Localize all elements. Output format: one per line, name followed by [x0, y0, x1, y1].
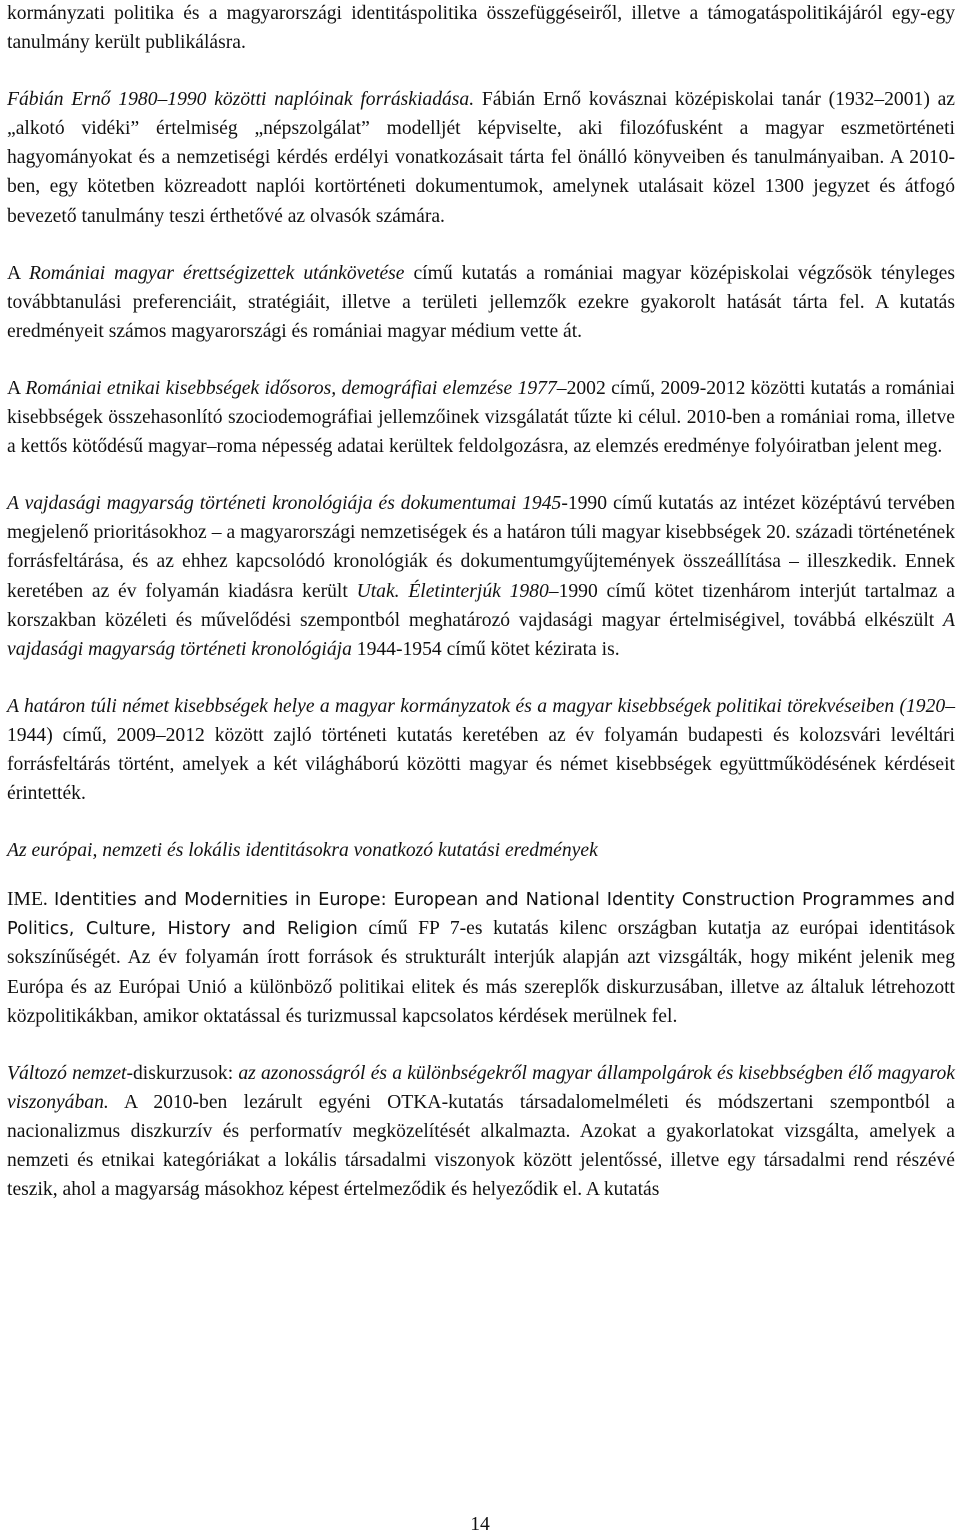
paragraph-vajdasagi-kronologia	[7, 489, 955, 664]
text-run: –2002 című, 2009-2012 közötti kutatás a romániai kisebbségek összehasonlító szociodemográfiai jellemzőinek vizsgálatát tűzte ki célul. 2010-ben a romániai roma, illetve a kettős kötődésű magyar–roma népesség adatai kerültek feldolgozásra, az elemzés eredménye folyóiratban jelent meg.	[7, 377, 955, 458]
italic-text-run: A határon túli német kisebbségek helye a magyar kormányzatok és a magyar kisebbségek politikai törekvéseiben (1920	[7, 695, 946, 717]
paragraph-nemet-kisebbsegek	[7, 692, 955, 808]
text-run: kormányzati politika és a magyarországi identitáspolitika összefüggéseiről, illetve a támogatáspolitikájáról egy-egy tanulmány került publikálásra.	[7, 3, 955, 54]
italic-text-run: A vajdasági magyarság történeti kronológiája és dokumentumai 1945	[7, 493, 562, 515]
text-run: A	[7, 377, 26, 399]
italic-text-run: Utak. Életinterjúk 1980	[356, 580, 549, 602]
section-heading-europai-identitasok	[7, 836, 955, 865]
italic-text-run: A vajdasági magyarság történeti kronológiája	[7, 609, 955, 660]
italic-text-run: Fábián Ernő 1980–1990 közötti naplóinak forráskiadása.	[7, 89, 475, 111]
text-run: IME.	[7, 889, 55, 911]
project-title-run: Identities and Modernities in Europe: European and National Identity Construction Programmes and Politics, Culture, History and Religion	[7, 889, 955, 940]
italic-text-run: az azonosságról és a különbségekről magyar állampolgárok és kisebbségben élő magyarok viszonyában.	[7, 1062, 955, 1113]
paragraph-romaniai-erettsegizettek	[7, 259, 955, 346]
document-page	[7, 0, 955, 1232]
paragraph-etnikai-kisebbsegek	[7, 374, 955, 461]
text-run: című kutatás a romániai magyar középiskolai végzősök tényleges továbbtanulási preferenciáit, stratégiáit, illetve a területi jellemzők ezekre gyakorolt hatását tárta fel. A kutatás eredményeit számos magyarországi és romániai magyar médium vette át.	[7, 262, 956, 342]
italic-text-run: Változó nemzet	[7, 1062, 127, 1084]
text-run: 1944-1954 című kötet kézirata is.	[351, 638, 620, 660]
text-run: -diskurzusok:	[126, 1062, 239, 1084]
paragraph-fabian-erno	[7, 85, 955, 230]
paragraph-valtozo-nemzet	[7, 1059, 955, 1204]
italic-text-run: Az európai, nemzeti és lokális identitásokra vonatkozó kutatási eredmények	[7, 840, 598, 862]
text-run: című FP 7-es kutatás kilenc országban kutatja az európai identitások sokszínűségét. Az év folyamán írott források és strukturált interjúk alapján azt vizsgálták, hogy miként jelenik meg Európa és az Európai Unió a különböző politikai elitek és más szereplők diskurzusában, illetve az általuk létrehozott közpolitikákban, amikor oktatással és turizmussal kapcsolatos kérdések merülnek fel.	[7, 918, 955, 1027]
page-number: 14	[470, 1514, 490, 1535]
paragraph-ime	[7, 885, 955, 1030]
text-run: A 2010-ben lezárult egyéni OTKA-kutatás társadalomelméleti és módszertani szempontból a nacionalizmus diszkurzív és performatív megközelítését alkalmazta. Azokat a gyakorlatokat vizsgálta, amelyek a nemzeti és etnikai kategóriákat a lokális társadalmi viszonyok között jelentőssé, illetve egy társadalmi rend részévé teszik, ahol a magyarság másokhoz képest értelmeződik és helyeződik el. A kutatás	[7, 1091, 955, 1201]
text-run: -1990 című kutatás az intézet középtávú tervében megjelenő prioritásokhoz – a magyarországi nemzetiségek és a határon túli magyar kisebbségek 20. századi történetének forrásfeltárása, és az ehhez kapcsolódó kronológiák és dokumentumgyűjtemények összeállítása – illeszkedik. Ennek keretében az év folyamán kiadásra került	[7, 493, 955, 602]
paragraph-identity-policy	[7, 0, 955, 57]
text-run: Fábián Ernő kovásznai középiskolai tanár (1932–2001) az „alkotó vidéki” értelmiség „népszolgálat” modelljét képviselte, aki filozófusként a magyar eszmetörténeti hagyományokat és a nemzetiségi kérdés erdélyi vonatkozásait tárta fel önálló könyveiben és tanulmányaiban. A 2010-ben, egy kötetben közreadott naplói kortörténeti dokumentumok, amelynek utalásait közel 1300 jegyzet és átfogó bevezető tanulmány teszi érthetővé az olvasók számára.	[7, 89, 955, 227]
text-run: A	[7, 262, 30, 284]
italic-text-run: Romániai etnikai kisebbségek idősoros, demográfiai elemzése 1977	[25, 377, 557, 399]
text-run: –1944) című, 2009–2012 között zajló történeti kutatás keretében az év folyamán budapesti és kolozsvári levéltári forrásfeltárás történt, amelyek a két világháború közötti magyar és német kisebbségek együttműködésének kérdéseit érintették.	[7, 695, 955, 805]
italic-text-run: Romániai magyar érettségizettek utánkövetése	[29, 262, 405, 284]
text-run: –1990 című kötet tizenhárom interjút tartalmaz a korszakban közéleti és művelődési szempontból meghatározó vajdasági magyar értelmiségivel, továbbá elkészült	[7, 580, 955, 631]
